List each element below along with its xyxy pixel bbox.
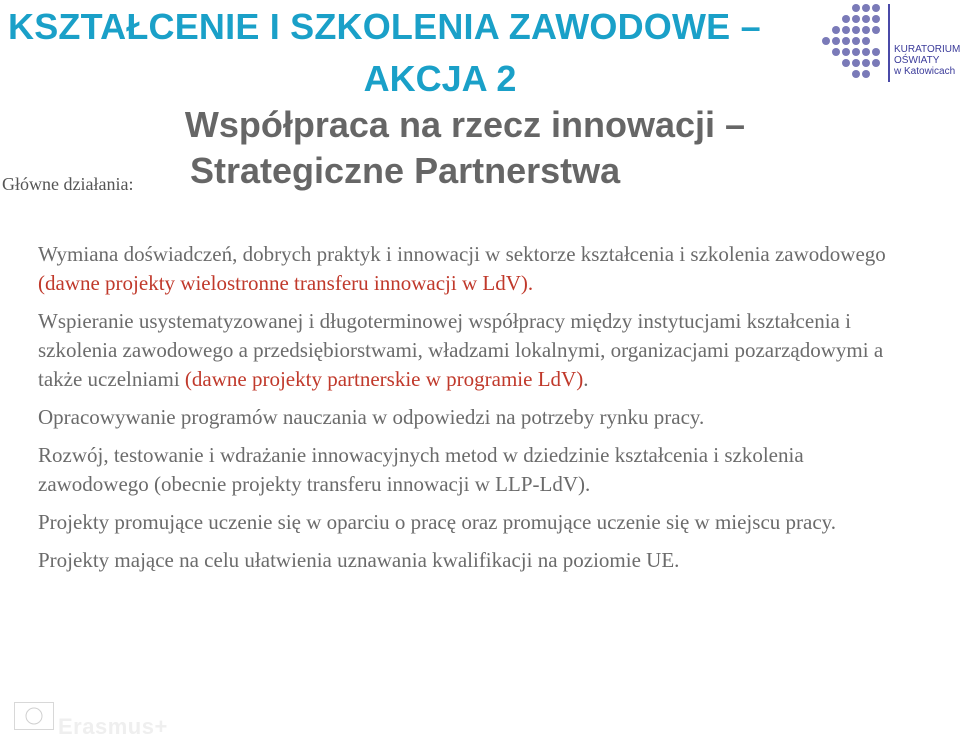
item-highlight: (dawne projekty wielostronne transferu innowacji w LdV).	[38, 271, 534, 295]
item-text: Wspieranie usystematyzowanej i długoterminowej współpracy między instytucjami kształcenia i szkolenia zawodowego a przedsiębiorstwami, władzami lokalnymi, organizacjami pozarządowymi a także uczelniami	[38, 309, 884, 391]
list-item	[38, 403, 918, 432]
item-text: Opracowywanie programów nauczania w odpowiedzi na potrzeby rynku pracy.	[38, 405, 705, 429]
title-line-1: KSZTAŁCENIE I SZKOLENIA ZAWODOWE –	[8, 6, 761, 47]
list-item	[38, 546, 918, 575]
item-text-after: .	[583, 367, 589, 391]
title-line-2: AKCJA 2	[363, 58, 517, 99]
item-text: Rozwój, testowanie i wdrażanie innowacyjnych metod w dziedzinie kształcenia i szkolenia zawodowego (obecnie projekty transferu innowacji w LLP-LdV).	[38, 443, 804, 496]
logo-divider	[888, 4, 890, 82]
logo-text	[894, 44, 960, 77]
main-activities-label: Główne działania:	[2, 174, 134, 194]
item-text: Wymiana doświadczeń, dobrych praktyk i innowacji w sektorze kształcenia i szkolenia zawodowego	[38, 242, 886, 266]
item-text: Projekty promujące uczenie się w oparciu o pracę oraz promujące uczenie się w miejscu pracy.	[38, 510, 837, 534]
subtitle-line-1: Współpraca na rzecz innowacji –	[184, 104, 746, 145]
logo-text-line2: OŚWIATY	[894, 55, 940, 66]
list-item	[38, 307, 918, 394]
eu-flag-icon	[14, 702, 54, 730]
list-item	[38, 240, 918, 298]
erasmus-brand: Erasmus+	[58, 714, 168, 739]
dot-grid-logo-icon	[808, 2, 888, 84]
item-text: Projekty mające na celu ułatwienia uznawania kwalifikacji na poziomie UE.	[38, 548, 680, 572]
subtitle-line-2: Strategiczne Partnerstwa	[190, 150, 621, 191]
activities-list	[38, 240, 918, 584]
kuratorium-logo	[808, 0, 960, 86]
list-item	[38, 508, 918, 537]
item-highlight: (dawne projekty partnerskie w programie LdV)	[184, 367, 584, 391]
logo-text-line3: w Katowicach	[894, 66, 956, 77]
logo-text-line1: KURATORIUM	[894, 44, 960, 55]
list-item	[38, 441, 918, 499]
